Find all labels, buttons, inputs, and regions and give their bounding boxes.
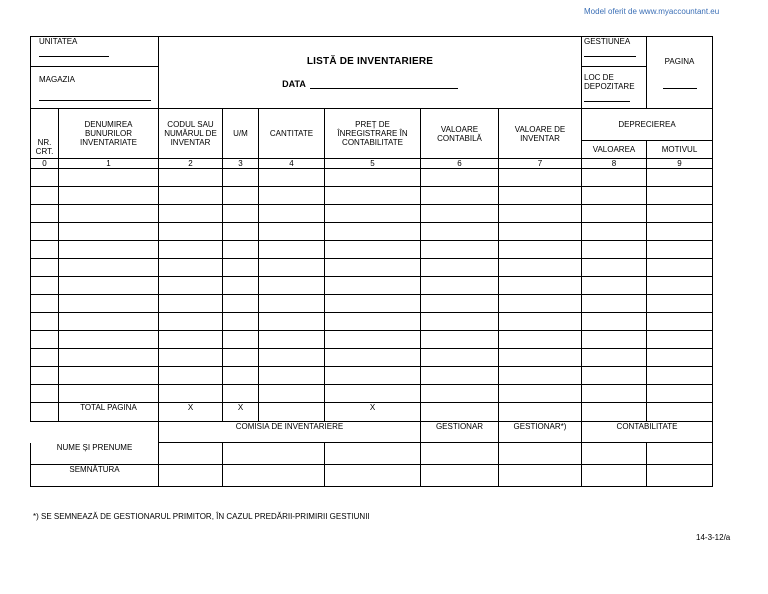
table-cell[interactable]: [647, 241, 713, 259]
table-cell[interactable]: [499, 331, 582, 349]
table-cell[interactable]: [59, 277, 159, 295]
table-cell[interactable]: [223, 223, 259, 241]
table-cell[interactable]: [421, 349, 499, 367]
table-cell[interactable]: [59, 169, 159, 187]
signature-cell[interactable]: [421, 443, 499, 465]
table-cell[interactable]: [31, 223, 59, 241]
total-x-um: X: [223, 403, 259, 422]
col-pret-header: PREȚ DE ÎNREGISTRARE ÎN CONTABILITATE: [325, 109, 421, 159]
gestiunea-cell[interactable]: [582, 37, 647, 67]
title-cell: [159, 37, 582, 109]
table-cell[interactable]: [159, 277, 223, 295]
gestionar-label: GESTIONAR: [421, 422, 499, 443]
table-cell[interactable]: [223, 277, 259, 295]
table-cell[interactable]: [499, 205, 582, 223]
table-cell[interactable]: [31, 331, 59, 349]
table-cell[interactable]: [582, 277, 647, 295]
table-cell[interactable]: [59, 349, 159, 367]
col-number: 0: [31, 159, 59, 169]
table-cell[interactable]: [499, 349, 582, 367]
col-number: 4: [259, 159, 325, 169]
table-cell[interactable]: [223, 385, 259, 403]
table-cell[interactable]: [499, 241, 582, 259]
table-row: [31, 295, 713, 313]
signature-cell[interactable]: [325, 465, 421, 487]
table-row: [31, 205, 713, 223]
col-number: 9: [647, 159, 713, 169]
table-cell[interactable]: [325, 187, 421, 205]
table-row: [31, 313, 713, 331]
table-cell[interactable]: [647, 259, 713, 277]
table-cell[interactable]: [647, 205, 713, 223]
col-valoare-contabila-header: VALOARE CONTABILĂ: [421, 109, 499, 159]
semnatura-row: [31, 465, 713, 487]
table-row: [31, 169, 713, 187]
table-row: [31, 385, 713, 403]
table-cell[interactable]: [159, 259, 223, 277]
col-number: 2: [159, 159, 223, 169]
table-cell[interactable]: [325, 241, 421, 259]
table-cell[interactable]: [499, 367, 582, 385]
table-cell[interactable]: [223, 295, 259, 313]
table-cell[interactable]: [259, 277, 325, 295]
table-cell[interactable]: [325, 169, 421, 187]
gestiunea-line: [584, 48, 636, 57]
table-cell[interactable]: [59, 205, 159, 223]
table-cell[interactable]: [582, 295, 647, 313]
table-cell[interactable]: [223, 331, 259, 349]
table-cell[interactable]: [499, 403, 582, 422]
table-cell[interactable]: [31, 205, 59, 223]
table-cell[interactable]: [159, 367, 223, 385]
col-codul-header: CODUL SAU NUMĂRUL DE INVENTAR: [159, 109, 223, 159]
table-cell[interactable]: [223, 187, 259, 205]
table-cell[interactable]: [647, 331, 713, 349]
table-cell[interactable]: [59, 259, 159, 277]
table-cell[interactable]: [259, 187, 325, 205]
table-cell[interactable]: [223, 313, 259, 331]
table-cell[interactable]: [259, 385, 325, 403]
nume-label: NUME ȘI PRENUME: [31, 443, 159, 465]
table-cell[interactable]: [325, 313, 421, 331]
table-cell[interactable]: [325, 295, 421, 313]
unitatea-cell[interactable]: [31, 37, 159, 67]
table-cell[interactable]: [582, 349, 647, 367]
table-cell[interactable]: [31, 385, 59, 403]
total-x-pret: X: [325, 403, 421, 422]
table-cell[interactable]: [223, 169, 259, 187]
table-cell[interactable]: [647, 403, 713, 422]
table-cell[interactable]: [582, 241, 647, 259]
col-number: 1: [59, 159, 159, 169]
signature-cell[interactable]: [159, 465, 223, 487]
table-cell[interactable]: [325, 367, 421, 385]
table-row: [31, 223, 713, 241]
col-denumirea-header: DENUMIREA BUNURILOR INVENTARIATE: [59, 109, 159, 159]
table-cell[interactable]: [499, 259, 582, 277]
col-number: 3: [223, 159, 259, 169]
table-cell[interactable]: [421, 313, 499, 331]
signature-cell[interactable]: [159, 443, 223, 465]
table-cell[interactable]: [647, 313, 713, 331]
table-cell[interactable]: [325, 259, 421, 277]
table-cell[interactable]: [499, 187, 582, 205]
table-cell[interactable]: [421, 403, 499, 422]
signature-cell[interactable]: [223, 465, 325, 487]
table-cell[interactable]: [421, 367, 499, 385]
table-cell[interactable]: [159, 349, 223, 367]
table-cell[interactable]: [582, 205, 647, 223]
table-cell[interactable]: [647, 385, 713, 403]
table-row: [31, 349, 713, 367]
table-cell[interactable]: [421, 277, 499, 295]
table-cell[interactable]: [159, 205, 223, 223]
table-cell[interactable]: [59, 385, 159, 403]
table-cell[interactable]: [647, 187, 713, 205]
magazia-label: MAGAZIA: [39, 74, 76, 84]
table-cell[interactable]: [582, 367, 647, 385]
table-cell[interactable]: [159, 223, 223, 241]
signature-cell[interactable]: [223, 443, 325, 465]
loc-label-2: DEPOZITARE: [584, 82, 635, 91]
table-row: [31, 241, 713, 259]
signature-cell[interactable]: [325, 443, 421, 465]
table-cell[interactable]: [223, 259, 259, 277]
table-row: [31, 367, 713, 385]
table-cell[interactable]: [259, 169, 325, 187]
table-cell[interactable]: [31, 169, 59, 187]
table-cell[interactable]: [499, 385, 582, 403]
pagina-label: PAGINA: [664, 56, 695, 66]
table-cell[interactable]: [159, 295, 223, 313]
pagina-cell[interactable]: [647, 37, 713, 109]
table-cell[interactable]: [259, 223, 325, 241]
table-cell[interactable]: [159, 169, 223, 187]
table-cell[interactable]: [159, 187, 223, 205]
table-cell[interactable]: [31, 367, 59, 385]
table-cell[interactable]: [582, 259, 647, 277]
total-label: TOTAL PAGINA: [59, 403, 159, 422]
col-valoare-inventar-header: VALOARE DE INVENTAR: [499, 109, 582, 159]
source-note: Model oferit de www.myaccountant.eu: [584, 7, 720, 16]
table-cell[interactable]: [582, 385, 647, 403]
table-cell[interactable]: [259, 331, 325, 349]
unitatea-label: UNITATEA: [39, 37, 78, 46]
col-number: 5: [325, 159, 421, 169]
signature-cell[interactable]: [647, 443, 713, 465]
table-cell[interactable]: [325, 385, 421, 403]
table-cell[interactable]: [647, 367, 713, 385]
pagina-line: [663, 80, 697, 89]
table-cell[interactable]: [31, 259, 59, 277]
table-row: [31, 187, 713, 205]
col-um-header: U/M: [223, 109, 259, 159]
form-code: 14-3-12/a: [696, 533, 731, 542]
table-cell[interactable]: [59, 295, 159, 313]
loc-line: [584, 93, 630, 102]
loc-label-1: LOC DE: [584, 73, 614, 82]
column-numbers-row: [31, 159, 713, 169]
table-cell[interactable]: [31, 277, 59, 295]
table-cell[interactable]: [59, 241, 159, 259]
table-cell[interactable]: [59, 331, 159, 349]
magazia-line: [39, 92, 151, 101]
table-cell[interactable]: [647, 349, 713, 367]
table-cell[interactable]: [421, 295, 499, 313]
table-cell[interactable]: [259, 367, 325, 385]
col-number: 6: [421, 159, 499, 169]
signature-header-row: [31, 422, 713, 443]
table-cell[interactable]: [647, 223, 713, 241]
col-motivul-header: MOTIVUL: [647, 141, 713, 159]
unitatea-line: [39, 48, 109, 57]
table-cell[interactable]: [31, 349, 59, 367]
signature-cell[interactable]: [582, 465, 647, 487]
table-cell[interactable]: [325, 277, 421, 295]
table-cell[interactable]: [499, 169, 582, 187]
table-cell[interactable]: [582, 313, 647, 331]
signature-cell[interactable]: [499, 443, 582, 465]
table-cell[interactable]: [259, 205, 325, 223]
magazia-cell[interactable]: [31, 67, 159, 109]
table-cell[interactable]: [59, 223, 159, 241]
table-cell[interactable]: [31, 187, 59, 205]
inventory-form: [30, 36, 713, 487]
total-x-codul: X: [159, 403, 223, 422]
table-cell[interactable]: [159, 331, 223, 349]
col-number: 8: [582, 159, 647, 169]
table-cell[interactable]: [31, 295, 59, 313]
table-cell[interactable]: [159, 241, 223, 259]
table-cell[interactable]: [223, 349, 259, 367]
table-cell[interactable]: [223, 367, 259, 385]
table-cell[interactable]: [582, 331, 647, 349]
table-cell[interactable]: [259, 313, 325, 331]
table-cell[interactable]: [582, 223, 647, 241]
table-cell[interactable]: [31, 241, 59, 259]
table-cell[interactable]: [647, 169, 713, 187]
signature-cell[interactable]: [647, 465, 713, 487]
table-cell[interactable]: [223, 241, 259, 259]
gestiunea-label: GESTIUNEA: [584, 37, 631, 46]
table-cell[interactable]: [259, 403, 325, 422]
table-cell[interactable]: [582, 187, 647, 205]
table-cell[interactable]: [59, 313, 159, 331]
table-row: [31, 277, 713, 295]
semnatura-label: SEMNĂTURA: [31, 465, 159, 487]
table-cell[interactable]: [421, 331, 499, 349]
data-line[interactable]: [310, 78, 458, 89]
table-row: [31, 331, 713, 349]
table-cell[interactable]: [647, 295, 713, 313]
table-cell[interactable]: [159, 313, 223, 331]
table-row: [31, 259, 713, 277]
table-cell[interactable]: [259, 259, 325, 277]
table-cell[interactable]: [582, 169, 647, 187]
table-cell[interactable]: [259, 295, 325, 313]
table-cell[interactable]: [259, 241, 325, 259]
table-cell[interactable]: [59, 187, 159, 205]
col-nr-header: NR. CRT.: [31, 109, 59, 159]
table-cell[interactable]: [325, 205, 421, 223]
table-cell[interactable]: [421, 259, 499, 277]
form-title: LISTĂ DE INVENTARIERE: [306, 55, 434, 67]
table-cell[interactable]: [31, 313, 59, 331]
comisia-label: COMISIA DE INVENTARIERE: [159, 422, 421, 443]
table-cell[interactable]: [499, 223, 582, 241]
table-cell[interactable]: [325, 349, 421, 367]
gestionar2-label: GESTIONAR*): [499, 422, 582, 443]
table-cell[interactable]: [59, 367, 159, 385]
signature-cell[interactable]: [582, 443, 647, 465]
table-cell[interactable]: [499, 277, 582, 295]
table-cell[interactable]: [421, 205, 499, 223]
signature-cell[interactable]: [421, 465, 499, 487]
blank-cell: [31, 422, 159, 443]
table-cell[interactable]: [499, 295, 582, 313]
footnote: *) SE SEMNEAZĂ DE GESTIONARUL PRIMITOR, ÎN CAZUL PREDĂRII-PRIMIRII GESTIUNII: [33, 512, 370, 521]
table-cell[interactable]: [159, 385, 223, 403]
table-cell[interactable]: [647, 277, 713, 295]
col-valoarea-header: VALOAREA: [582, 141, 647, 159]
col-number: 7: [499, 159, 582, 169]
table-cell[interactable]: [582, 403, 647, 422]
contabilitate-label: CONTABILITATE: [582, 422, 713, 443]
table-cell[interactable]: [325, 223, 421, 241]
total-row: [31, 403, 713, 422]
table-cell[interactable]: [421, 241, 499, 259]
table-cell[interactable]: [421, 187, 499, 205]
data-label: DATA: [282, 78, 306, 89]
table-cell[interactable]: [325, 331, 421, 349]
col-cantitate-header: CANTITATE: [259, 109, 325, 159]
data-rows: [31, 169, 713, 403]
table-cell[interactable]: [421, 385, 499, 403]
loc-depozitare-cell[interactable]: [582, 67, 647, 109]
table-cell[interactable]: [421, 169, 499, 187]
table-cell[interactable]: [421, 223, 499, 241]
nume-row: [31, 443, 713, 465]
signature-cell[interactable]: [499, 465, 582, 487]
table-cell[interactable]: [259, 349, 325, 367]
col-deprecierea-header: DEPRECIEREA: [582, 109, 713, 141]
table-cell[interactable]: [223, 205, 259, 223]
table-cell[interactable]: [499, 313, 582, 331]
table-cell[interactable]: [31, 403, 59, 422]
